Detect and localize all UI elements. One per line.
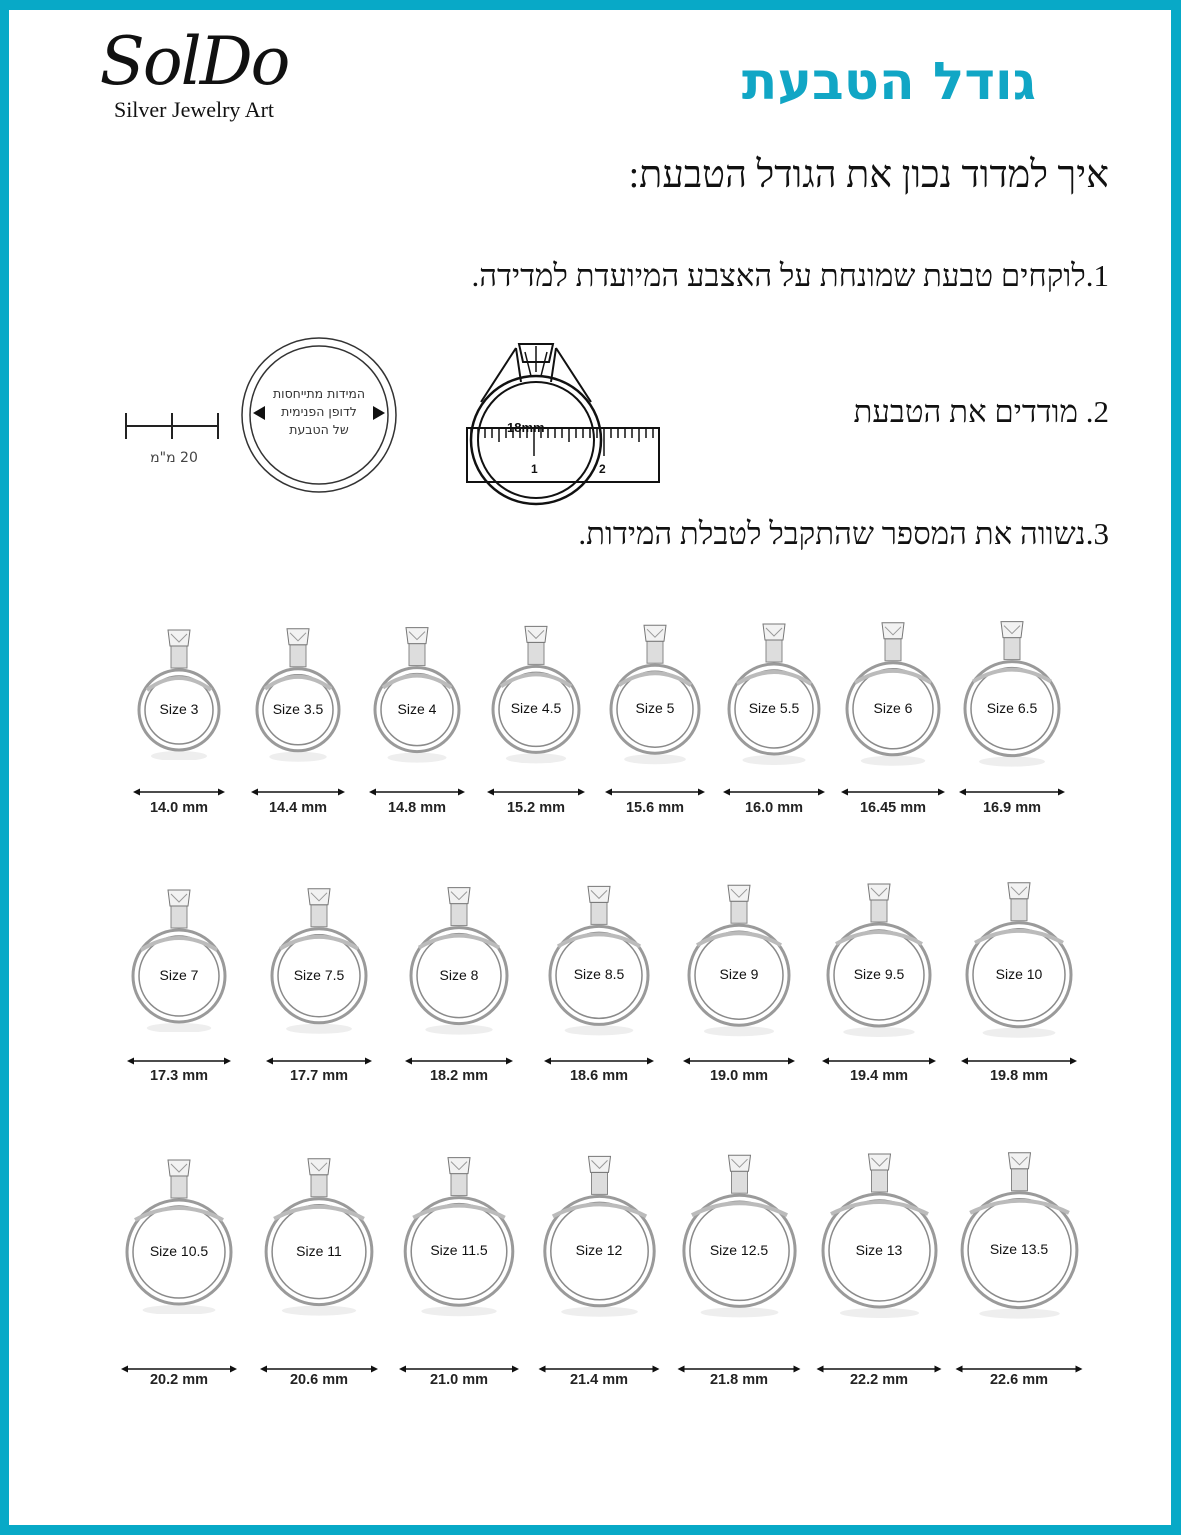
size-chart-item <box>125 875 233 1090</box>
diameter-label: 16.45 mm <box>859 800 927 816</box>
size-chart-item <box>249 610 347 825</box>
size-label: Size 3.5 <box>272 700 324 717</box>
size-chart-item <box>820 875 938 1090</box>
diameter-label: 14.4 mm <box>268 800 328 816</box>
size-chart-item <box>537 1145 662 1388</box>
diameter-label: 21.8 mm <box>709 1372 769 1388</box>
ring-on-ruler-diagram <box>461 332 666 512</box>
size-label: Size 7.5 <box>293 966 345 983</box>
ring-icon <box>545 875 653 1038</box>
double-arrow-icon <box>127 1057 231 1065</box>
size-chart-item <box>681 875 797 1090</box>
ring-icon <box>606 610 704 768</box>
size-chart-item <box>131 610 227 825</box>
diameter-label: 16.9 mm <box>982 800 1042 816</box>
size-label: Size 13 <box>855 1241 903 1258</box>
size-chart-item <box>954 1145 1085 1388</box>
size-label: Size 5.5 <box>748 700 800 716</box>
step-3-text: 3.נשווה את המספר שהתקבל לטבלת המידות. <box>578 516 1109 551</box>
size-label: Size 8 <box>439 966 479 983</box>
ring-icon <box>488 610 584 766</box>
diameter-label: 22.2 mm <box>849 1372 909 1388</box>
size-label: Size 8.5 <box>573 966 625 983</box>
svg-text:1: 1 <box>531 462 538 476</box>
diameter-label: 14.0 mm <box>149 800 209 816</box>
size-chart-item <box>815 1145 944 1388</box>
brand-name: SolDo <box>99 23 289 100</box>
double-arrow-icon <box>841 788 945 796</box>
step-1-text: 1.לוקחים טבעת שמונחת על האצבע המיועדת למדידה. <box>471 258 1109 293</box>
size-chart-item <box>397 1145 521 1388</box>
diameter-label: 19.0 mm <box>709 1068 769 1084</box>
size-label: Size 3 <box>159 701 199 717</box>
ring-icon <box>128 875 230 1032</box>
double-arrow-icon <box>405 1057 513 1065</box>
scale-label: 20 מ"מ <box>150 450 198 466</box>
scale-bar-icon <box>124 410 220 442</box>
diameter-label: 16.0 mm <box>744 800 804 816</box>
size-label: Size 12.5 <box>709 1241 769 1258</box>
double-arrow-icon <box>544 1057 654 1065</box>
diameter-label: 20.6 mm <box>289 1372 349 1388</box>
inner-diameter-note: המידות מתייחסות לדופן הפנימית של הטבעת <box>272 386 366 437</box>
diameter-label: 21.4 mm <box>569 1372 629 1388</box>
size-label: Size 10 <box>995 965 1043 982</box>
ring-icon <box>267 875 371 1034</box>
ring-icon <box>400 1145 518 1318</box>
double-arrow-icon <box>251 788 345 796</box>
svg-text:2: 2 <box>599 462 606 476</box>
ring-icon <box>252 610 344 762</box>
ring-icon <box>122 1145 236 1314</box>
size-label: Size 5 <box>635 700 675 717</box>
size-chart-item <box>485 610 587 825</box>
double-arrow-icon <box>723 788 825 796</box>
double-arrow-icon <box>822 1057 936 1065</box>
size-chart-item <box>721 610 827 825</box>
double-arrow-icon <box>369 788 465 796</box>
size-label: Size 7 <box>159 967 199 983</box>
ring-icon <box>842 610 944 772</box>
size-label: Size 4 <box>397 700 437 717</box>
size-chart-item <box>957 610 1067 825</box>
ring-icon <box>724 610 824 770</box>
size-label: Size 9.5 <box>853 966 905 982</box>
size-label: Size 9 <box>719 966 759 983</box>
diameter-label: 20.2 mm <box>149 1372 209 1388</box>
size-chart-item <box>959 875 1079 1090</box>
diameter-label: 15.6 mm <box>625 800 685 816</box>
ring-icon <box>406 875 512 1036</box>
double-arrow-icon <box>683 1057 795 1065</box>
size-label: Size 6 <box>873 699 913 716</box>
size-chart-item <box>676 1145 803 1388</box>
double-arrow-icon <box>605 788 705 796</box>
size-label: Size 6.5 <box>986 699 1038 716</box>
size-chart-item <box>119 1145 239 1388</box>
diameter-label: 17.7 mm <box>289 1068 349 1084</box>
diameter-label: 18.2 mm <box>429 1068 489 1084</box>
size-chart-item <box>367 610 467 825</box>
size-label: Size 10.5 <box>149 1243 209 1259</box>
size-chart-item <box>603 610 707 825</box>
size-chart-item <box>839 610 947 825</box>
step-2-text: 2. מודדים את הטבעת <box>853 394 1109 429</box>
ring-icon <box>134 610 224 760</box>
diameter-label: 19.4 mm <box>849 1068 909 1084</box>
size-chart-item <box>258 1145 380 1388</box>
diameter-label: 21.0 mm <box>429 1372 489 1388</box>
double-arrow-icon <box>133 788 225 796</box>
size-label: Size 11 <box>296 1242 342 1259</box>
diameter-label: 18.6 mm <box>569 1068 629 1084</box>
diameter-label: 22.6 mm <box>989 1372 1049 1388</box>
ring-ruler-icon <box>461 332 666 512</box>
ring-size-guide-page <box>9 10 1171 1525</box>
diameter-label: 17.3 mm <box>149 1068 209 1084</box>
double-arrow-icon <box>266 1057 372 1065</box>
brand-logo <box>64 24 324 122</box>
double-arrow-icon <box>487 788 585 796</box>
size-label: Size 11.5 <box>430 1242 488 1259</box>
ring-icon <box>960 610 1064 774</box>
ruler-measure-label: 18mm <box>507 420 545 435</box>
ring-icon <box>823 875 935 1042</box>
ring-icon <box>962 875 1076 1044</box>
brand-tagline: Silver Jewelry Art <box>113 97 275 122</box>
ring-icon <box>957 1145 1082 1325</box>
page-title: גודל הטבעת <box>741 52 1036 112</box>
size-label: Size 4.5 <box>510 700 562 717</box>
diameter-label: 19.8 mm <box>989 1068 1049 1084</box>
diameter-label: 14.8 mm <box>387 800 447 816</box>
inner-diameter-diagram <box>239 335 399 495</box>
double-arrow-icon <box>959 788 1065 796</box>
size-chart-item <box>264 875 374 1090</box>
diameter-label: 15.2 mm <box>506 800 566 816</box>
ring-icon <box>540 1145 659 1319</box>
double-arrow-icon <box>961 1057 1077 1065</box>
ring-icon <box>684 875 794 1040</box>
scale-bar-diagram <box>124 410 220 470</box>
size-label: Size 13.5 <box>989 1241 1049 1258</box>
ring-icon <box>261 1145 377 1316</box>
size-chart-item <box>403 875 515 1090</box>
size-label: Size 12 <box>575 1242 623 1259</box>
ring-icon <box>370 610 464 764</box>
size-chart-item <box>542 875 656 1090</box>
ring-icon <box>679 1145 800 1321</box>
page-subtitle: איך למדוד נכון את הגודל הטבעת: <box>628 154 1109 196</box>
ring-icon <box>818 1145 941 1323</box>
